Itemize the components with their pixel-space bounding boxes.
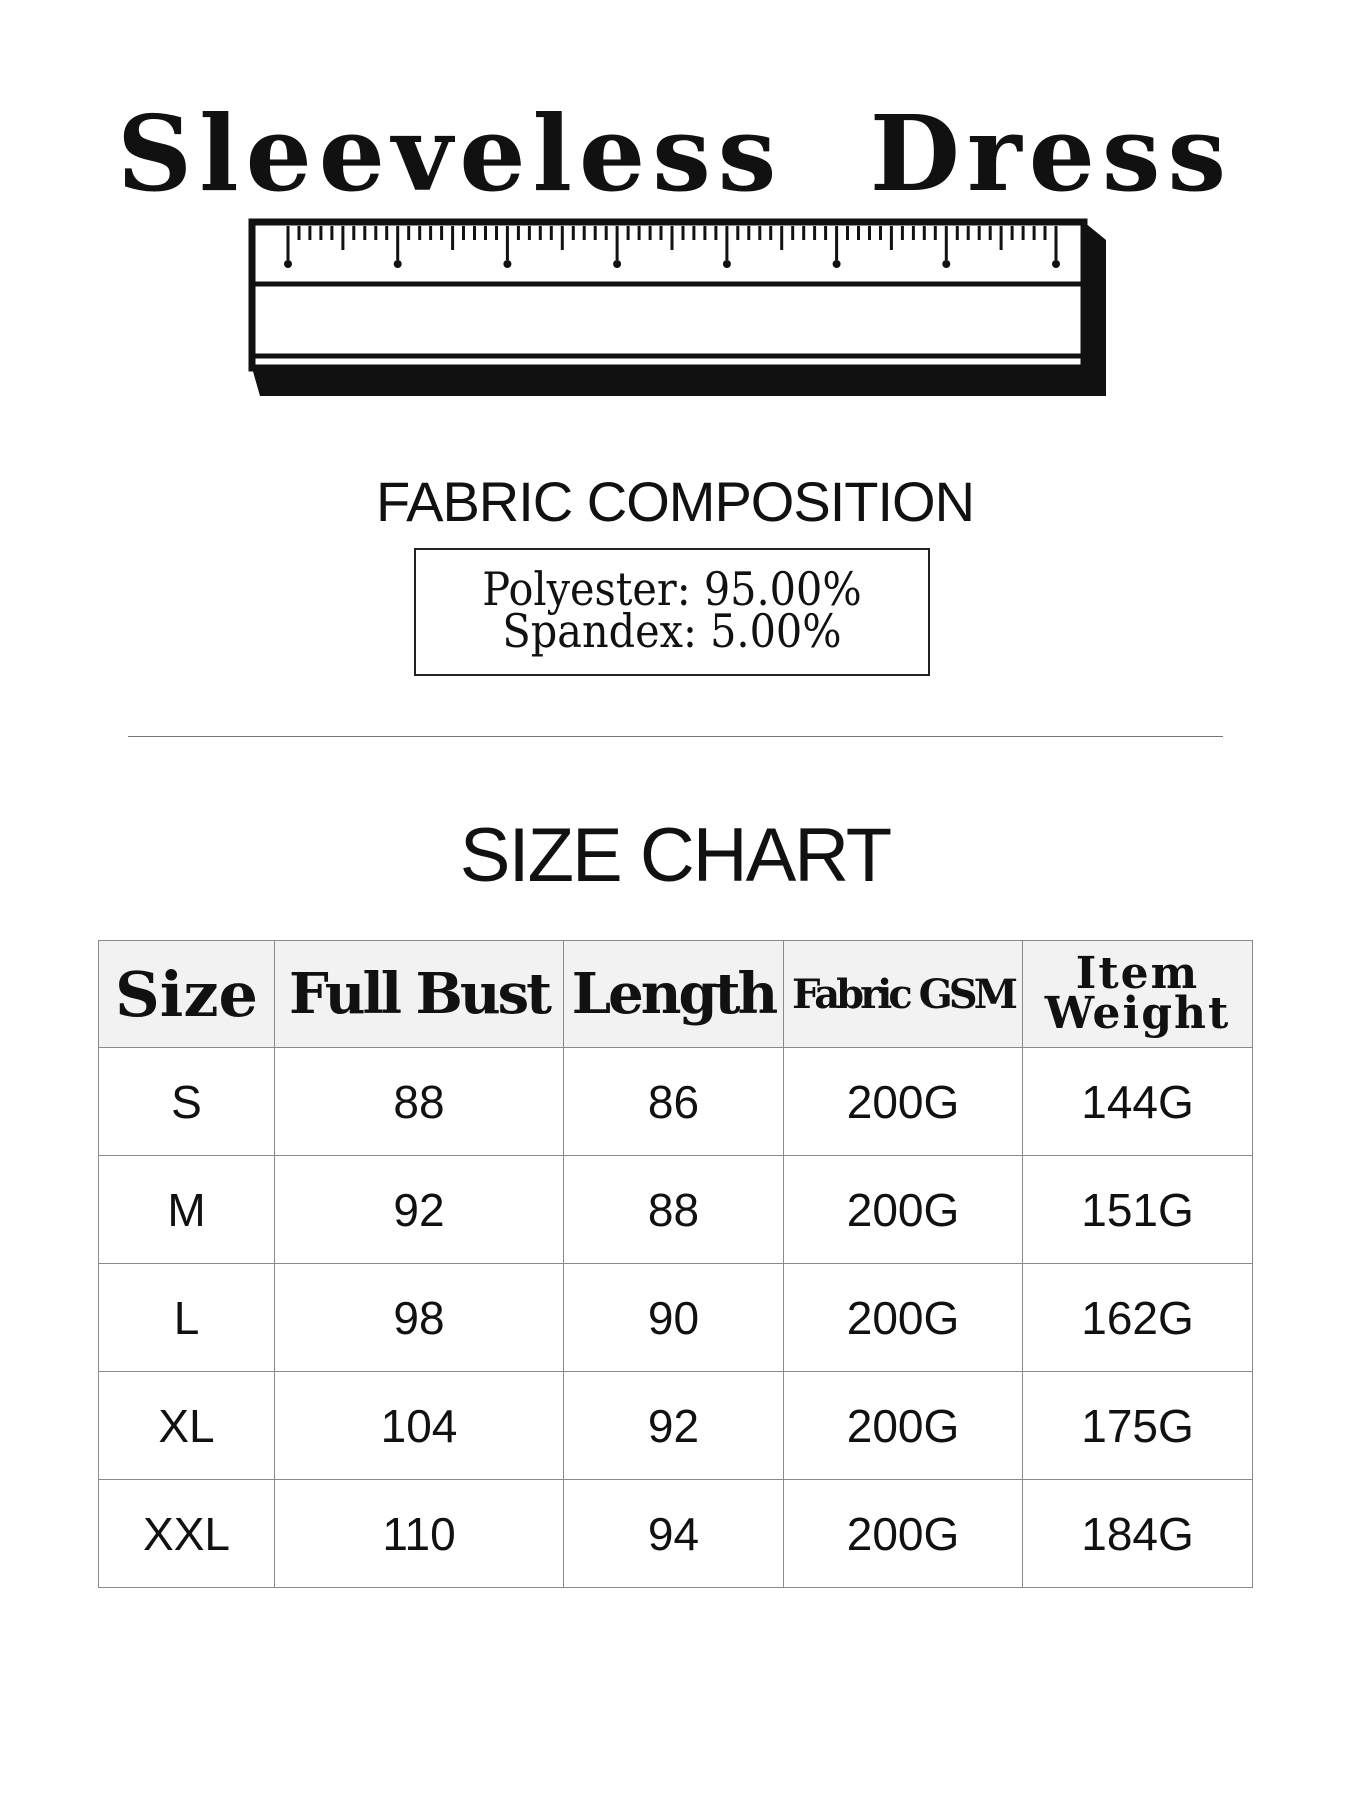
table-header-row	[99, 941, 1253, 1048]
cell-size: XL	[99, 1372, 275, 1480]
header-full-bust: Full Bust	[275, 941, 564, 1048]
cell-fabric-gsm: 200G	[784, 1480, 1023, 1588]
ruler-icon	[248, 218, 1118, 408]
table-row	[99, 1048, 1253, 1156]
fabric-line-spandex: Spandex: 5.00%	[502, 604, 842, 658]
cell-item-weight: 162G	[1023, 1264, 1253, 1372]
cell-full-bust: 92	[275, 1156, 564, 1264]
cell-full-bust: 104	[275, 1372, 564, 1480]
cell-size: L	[99, 1264, 275, 1372]
header-size: Size	[99, 941, 275, 1048]
size-chart-heading: SIZE CHART	[459, 813, 891, 898]
cell-full-bust: 88	[275, 1048, 564, 1156]
cell-length: 88	[564, 1156, 784, 1264]
page-title: Sleeveless Dress	[117, 92, 1233, 215]
cell-size: M	[99, 1156, 275, 1264]
cell-fabric-gsm: 200G	[784, 1264, 1023, 1372]
fabric-composition-box	[414, 548, 930, 676]
cell-item-weight: 175G	[1023, 1372, 1253, 1480]
table-row	[99, 1264, 1253, 1372]
table-row	[99, 1156, 1253, 1264]
cell-fabric-gsm: 200G	[784, 1156, 1023, 1264]
table-row	[99, 1372, 1253, 1480]
header-item-weight: Item Weight	[1023, 941, 1253, 1048]
cell-fabric-gsm: 200G	[784, 1372, 1023, 1480]
header-length: Length	[564, 941, 784, 1048]
cell-length: 94	[564, 1480, 784, 1588]
section-divider	[128, 736, 1223, 737]
cell-length: 90	[564, 1264, 784, 1372]
cell-full-bust: 110	[275, 1480, 564, 1588]
cell-size: XXL	[99, 1480, 275, 1588]
cell-item-weight: 184G	[1023, 1480, 1253, 1588]
cell-item-weight: 151G	[1023, 1156, 1253, 1264]
cell-size: S	[99, 1048, 275, 1156]
table-row	[99, 1480, 1253, 1588]
cell-item-weight: 144G	[1023, 1048, 1253, 1156]
header-fabric-gsm: Fabric GSM	[784, 941, 1023, 1048]
cell-fabric-gsm: 200G	[784, 1048, 1023, 1156]
cell-length: 86	[564, 1048, 784, 1156]
size-chart-table	[98, 940, 1253, 1588]
fabric-composition-heading: FABRIC COMPOSITION	[375, 470, 975, 533]
cell-length: 92	[564, 1372, 784, 1480]
fabric-line-polyester: Polyester: 95.00%	[482, 562, 862, 616]
cell-full-bust: 98	[275, 1264, 564, 1372]
